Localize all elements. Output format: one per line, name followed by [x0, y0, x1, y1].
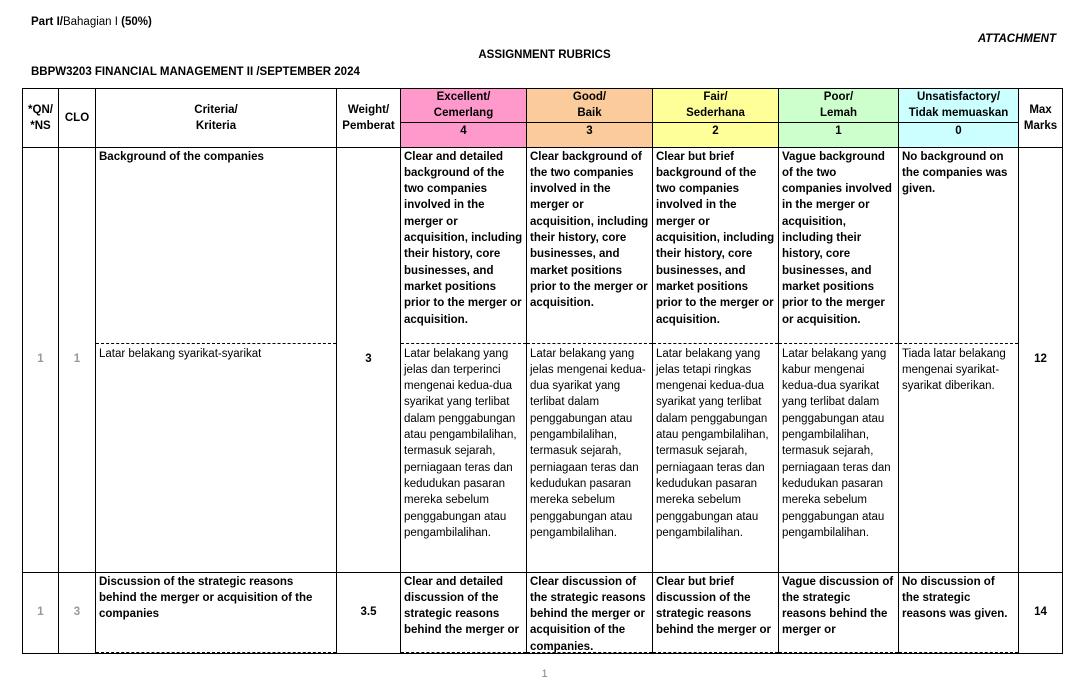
- level-fair-header: Fair/ Sederhana: [653, 89, 779, 123]
- level-excellent-cell: [401, 572, 527, 653]
- rubric-title: ASSIGNMENT RUBRICS: [478, 49, 611, 61]
- criteria-cell: [96, 572, 337, 653]
- descriptor-en: Clear discussion of the strategic reasons behind the merger or acquisition of the companies.: [527, 573, 652, 653]
- level-good-cell: [527, 572, 653, 653]
- score-unsatisfactory: 0: [899, 122, 1019, 147]
- rubric-table: [22, 88, 1063, 654]
- weight-cell: 3: [337, 147, 401, 572]
- header-row-labels: [23, 89, 1063, 123]
- descriptor-en: Clear and detailed discussion of the strategic reasons behind the merger or: [401, 573, 526, 653]
- attachment-label: ATTACHMENT: [977, 33, 1056, 45]
- course-code: BBPW3203 FINANCIAL MANAGEMENT II /SEPTEMBER 2024: [31, 66, 360, 78]
- level-unsatisfactory-header: Unsatisfactory/ Tidak memuaskan: [899, 89, 1019, 123]
- weight-header: Weight/ Pemberat: [337, 89, 401, 148]
- max-marks-cell: 12: [1019, 147, 1063, 572]
- descriptor-ms: Latar belakang yang kabur mengenai kedua-dua syarikat yang terlibat dalam penggabungan atau pengambilalihan, termasuk sejarah, perniagaan teras dan kedudukan pasaran mereka sebelum penggabungan atau pengambilalihan.: [782, 347, 891, 539]
- level-unsatisfactory-cell: [899, 572, 1019, 653]
- part-heading: Part I/Bahagian I (50%): [31, 16, 152, 28]
- score-poor: 1: [779, 122, 899, 147]
- score-excellent: 4: [401, 122, 527, 147]
- descriptor-ms: Latar belakang yang jelas tetapi ringkas mengenai kedua-dua syarikat yang terlibat dalam penggabungan atau pengambilalihan, termasuk sejarah, perniagaan teras dan kedudukan pasaran mereka sebelum penggabungan atau pengambilalihan.: [656, 347, 769, 539]
- descriptor-en: Clear but brief background of the two companies involved in the merger or acquisition, including their history, core businesses, and market positions prior to the merger or acquisition.: [653, 148, 778, 344]
- level-poor-cell: [779, 147, 899, 572]
- level-excellent-header: Excellent/ Cemerlang: [401, 89, 527, 123]
- table-row: [23, 572, 1063, 653]
- qn-cell: 1: [23, 147, 59, 572]
- descriptor-en: No background on the companies was given.: [899, 148, 1018, 344]
- level-fair-cell: [653, 572, 779, 653]
- descriptor-en: Vague background of the two companies involved in the merger or acquisition, including their history, core businesses, and market positions prior to the merger or acquisition.: [779, 148, 898, 344]
- clo-header: CLO: [59, 89, 96, 148]
- descriptor-ms: Latar belakang yang jelas mengenai kedua-dua syarikat yang terlibat dalam penggabungan atau pengambilalihan, termasuk sejarah, perniagaan teras dan kedudukan pasaran mereka sebelum penggabungan atau pengambilalihan.: [530, 347, 646, 539]
- qn-cell: 1: [23, 572, 59, 653]
- descriptor-en: Clear and detailed background of the two companies involved in the merger or acquisition, including their history, core businesses, and market positions prior to the merger or acquisition.: [401, 148, 526, 344]
- weight-cell: 3.5: [337, 572, 401, 653]
- level-good-header: Good/ Baik: [527, 89, 653, 123]
- qn-header: *QN/ *NS: [23, 89, 59, 148]
- score-good: 3: [527, 122, 653, 147]
- criteria-en: Discussion of the strategic reasons behind the merger or acquisition of the companies: [96, 573, 336, 653]
- descriptor-en: No discussion of the strategic reasons was given.: [899, 573, 1018, 653]
- level-unsatisfactory-cell: [899, 147, 1019, 572]
- criteria-cell: [96, 147, 337, 572]
- clo-cell: 1: [59, 147, 96, 572]
- page-number: 1: [541, 668, 548, 680]
- level-poor-header: Poor/ Lemah: [779, 89, 899, 123]
- level-fair-cell: [653, 147, 779, 572]
- descriptor-en: Clear but brief discussion of the strategic reasons behind the merger or: [653, 573, 778, 653]
- level-good-cell: [527, 147, 653, 572]
- level-excellent-cell: [401, 147, 527, 572]
- max-marks-header: Max Marks: [1019, 89, 1063, 148]
- max-marks-cell: 14: [1019, 572, 1063, 653]
- descriptor-en: Vague discussion of the strategic reasons behind the merger or: [779, 573, 898, 653]
- score-fair: 2: [653, 122, 779, 147]
- descriptor-ms: Latar belakang yang jelas dan terperinci mengenai kedua-dua syarikat yang terlibat dalam penggabungan atau pengambilalihan, termasuk sejarah, perniagaan teras dan kedudukan pasaran mereka sebelum penggabungan atau pengambilalihan.: [404, 347, 517, 539]
- clo-cell: 3: [59, 572, 96, 653]
- criteria-en: Background of the companies: [96, 148, 336, 344]
- descriptor-ms: Tiada latar belakang mengenai syarikat-syarikat diberikan.: [902, 347, 1006, 393]
- criteria-header: Criteria/ Kriteria: [96, 89, 337, 148]
- criteria-ms: Latar belakang syarikat-syarikat: [99, 347, 262, 360]
- table-row: [23, 147, 1063, 572]
- level-poor-cell: [779, 572, 899, 653]
- descriptor-en: Clear background of the two companies involved in the merger or acquisition, including their history, core businesses, and market positions prior to the merger or acquisition.: [527, 148, 652, 344]
